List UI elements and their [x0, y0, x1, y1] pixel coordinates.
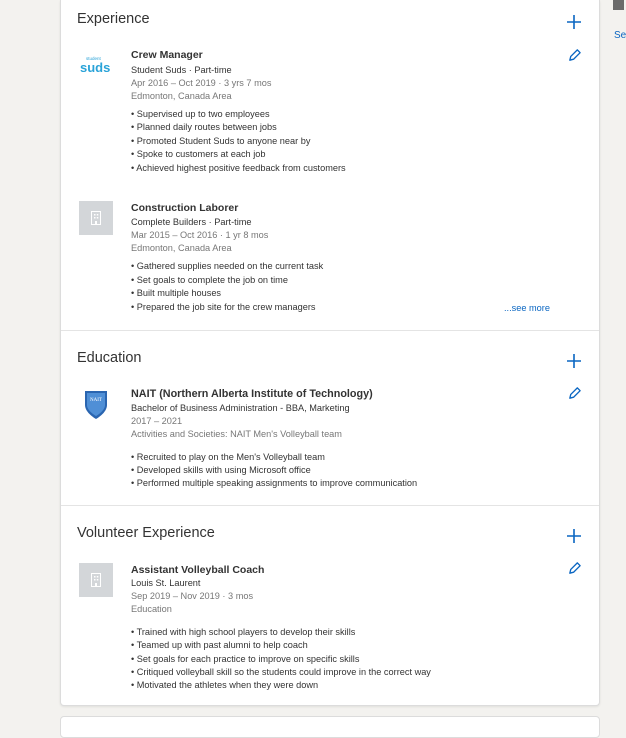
experience-bullet: • Supervised up to two employees	[131, 109, 270, 119]
add-volunteer-plus-icon[interactable]	[566, 528, 582, 544]
experience-bullet: • Set goals to complete the job on time	[131, 275, 288, 285]
volunteer-cause: Education	[131, 604, 172, 614]
experience-company: Complete Builders · Part-time	[131, 217, 252, 227]
edit-experience-pencil-icon[interactable]	[567, 48, 582, 63]
education-degree: Bachelor of Business Administration - BBA, Marketing	[131, 403, 350, 413]
experience-location: Edmonton, Canada Area	[131, 91, 232, 101]
education-heading: Education	[77, 350, 142, 366]
nait-logo	[83, 389, 109, 421]
section-divider	[61, 330, 599, 331]
experience-section	[61, 0, 599, 330]
education-bullet: • Performed multiple speaking assignments to improve communication	[131, 478, 418, 488]
education-dates: 2017 – 2021	[131, 416, 183, 426]
edit-volunteer-pencil-icon[interactable]	[567, 561, 582, 576]
experience-dates: Apr 2016 – Oct 2019 · 3 yrs 7 mos	[131, 78, 272, 88]
experience-role[interactable]: Construction Laborer	[131, 202, 239, 214]
see-more-link[interactable]: ...see more	[504, 303, 550, 313]
education-bullet: • Developed skills with using Microsoft office	[131, 465, 311, 475]
profile-card	[60, 0, 600, 706]
experience-bullet: • Planned daily routes between jobs	[131, 122, 277, 132]
volunteer-bullet: • Critiqued volleyball skill so the students could improve in the correct way	[131, 667, 431, 677]
nait-logo-text: NAIT	[90, 398, 102, 403]
volunteer-bullet: • Motivated the athletes when they were down	[131, 680, 319, 690]
experience-heading: Experience	[77, 11, 150, 27]
experience-bullet: • Gathered supplies needed on the current task	[131, 261, 324, 271]
volunteer-organization: Louis St. Laurent	[131, 578, 201, 588]
experience-bullet: • Promoted Student Suds to anyone near by	[131, 136, 311, 146]
student-suds-logo	[79, 54, 113, 88]
add-experience-plus-icon[interactable]	[566, 14, 582, 30]
education-bullet: • Recruited to play on the Men's Volleyball team	[131, 452, 325, 462]
experience-role[interactable]: Crew Manager	[131, 49, 203, 61]
experience-location: Edmonton, Canada Area	[131, 243, 232, 253]
building-icon	[79, 563, 113, 597]
logo-main-text: suds	[80, 60, 111, 75]
volunteer-dates: Sep 2019 – Nov 2019 · 3 mos	[131, 591, 254, 601]
experience-bullet: • Built multiple houses	[131, 288, 222, 298]
experience-dates: Mar 2015 – Oct 2016 · 1 yr 8 mos	[131, 230, 269, 240]
building-icon	[79, 201, 113, 235]
section-divider	[61, 505, 599, 506]
experience-bullet: • Spoke to customers at each job	[131, 149, 266, 159]
volunteer-bullet: • Set goals for each practice to improve on specific skills	[131, 654, 360, 664]
right-rail-link[interactable]: Se	[614, 30, 626, 41]
edit-education-pencil-icon[interactable]	[567, 386, 582, 401]
volunteer-heading: Volunteer Experience	[77, 525, 215, 541]
right-rail-avatar[interactable]	[613, 0, 624, 10]
volunteer-role[interactable]: Assistant Volleyball Coach	[131, 564, 265, 576]
experience-bullet: • Achieved highest positive feedback from customers	[131, 163, 346, 173]
volunteer-bullet: • Trained with high school players to develop their skills	[131, 627, 356, 637]
add-education-plus-icon[interactable]	[566, 353, 582, 369]
education-school[interactable]: NAIT (Northern Alberta Institute of Technology)	[131, 388, 373, 400]
experience-company: Student Suds · Part-time	[131, 65, 232, 75]
education-activities: Activities and Societies: NAIT Men's Volleyball team	[131, 429, 342, 439]
logo-small-text: student	[86, 56, 101, 61]
volunteer-bullet: • Teamed up with past alumni to help coach	[131, 640, 308, 650]
experience-bullet: • Prepared the job site for the crew managers	[131, 302, 316, 312]
next-section-card	[60, 716, 600, 738]
